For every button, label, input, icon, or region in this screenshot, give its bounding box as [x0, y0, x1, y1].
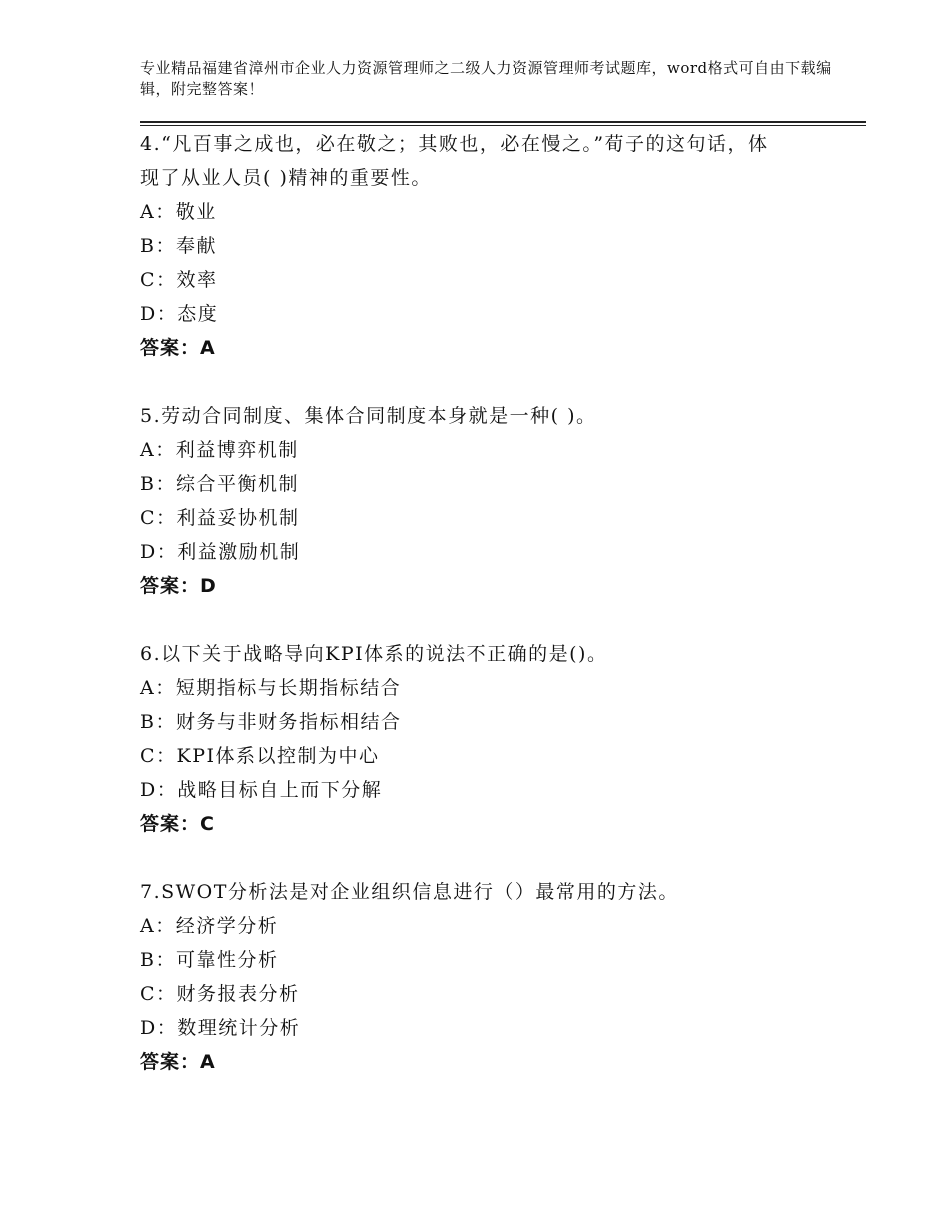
question-5: [140, 399, 840, 603]
option-c: C：效率: [140, 269, 218, 291]
answer-label: 答案：A: [140, 1051, 216, 1073]
question-6: [140, 637, 840, 841]
option-a: A：利益博弈机制: [140, 439, 299, 461]
document-header: 专业精品福建省漳州市企业人力资源管理师之二级人力资源管理师考试题库，word格式可自由下载编辑，附完整答案！: [140, 59, 832, 98]
answer-label: 答案：D: [140, 575, 217, 597]
answer-label: 答案：C: [140, 813, 215, 835]
option-b: B：财务与非财务指标相结合: [140, 711, 402, 733]
question-text: 4.“凡百事之成也，必在敬之；其败也，必在慢之。”荀子的这句话，体现了从业人员( )精神的重要性。: [140, 133, 769, 189]
question-4: [140, 127, 840, 365]
option-b: B：可靠性分析: [140, 949, 279, 971]
question-text: 7.SWOT分析法是对企业组织信息进行（）最常用的方法。: [140, 881, 679, 903]
option-a: A：敬业: [140, 201, 217, 223]
option-a: A：短期指标与长期指标结合: [140, 677, 402, 699]
option-b: B：奉献: [140, 235, 217, 257]
option-d: D：数理统计分析: [140, 1017, 301, 1039]
option-a: A：经济学分析: [140, 915, 279, 937]
option-d: D：战略目标自上而下分解: [140, 779, 383, 801]
header-rule-thick: [140, 121, 866, 123]
question-text: 6.以下关于战略导向KPI体系的说法不正确的是()。: [140, 643, 608, 665]
answer-label: 答案：A: [140, 337, 216, 359]
option-c: C：利益妥协机制: [140, 507, 300, 529]
option-b: B：综合平衡机制: [140, 473, 299, 495]
option-c: C：财务报表分析: [140, 983, 300, 1005]
header-rule-thin: [140, 125, 866, 126]
question-7: [140, 875, 840, 1079]
question-list: [140, 127, 840, 1113]
option-d: D：态度: [140, 303, 219, 325]
option-d: D：利益激励机制: [140, 541, 301, 563]
option-c: C：KPI体系以控制为中心: [140, 745, 380, 767]
question-text: 5.劳动合同制度、集体合同制度本身就是一种( )。: [140, 405, 597, 427]
